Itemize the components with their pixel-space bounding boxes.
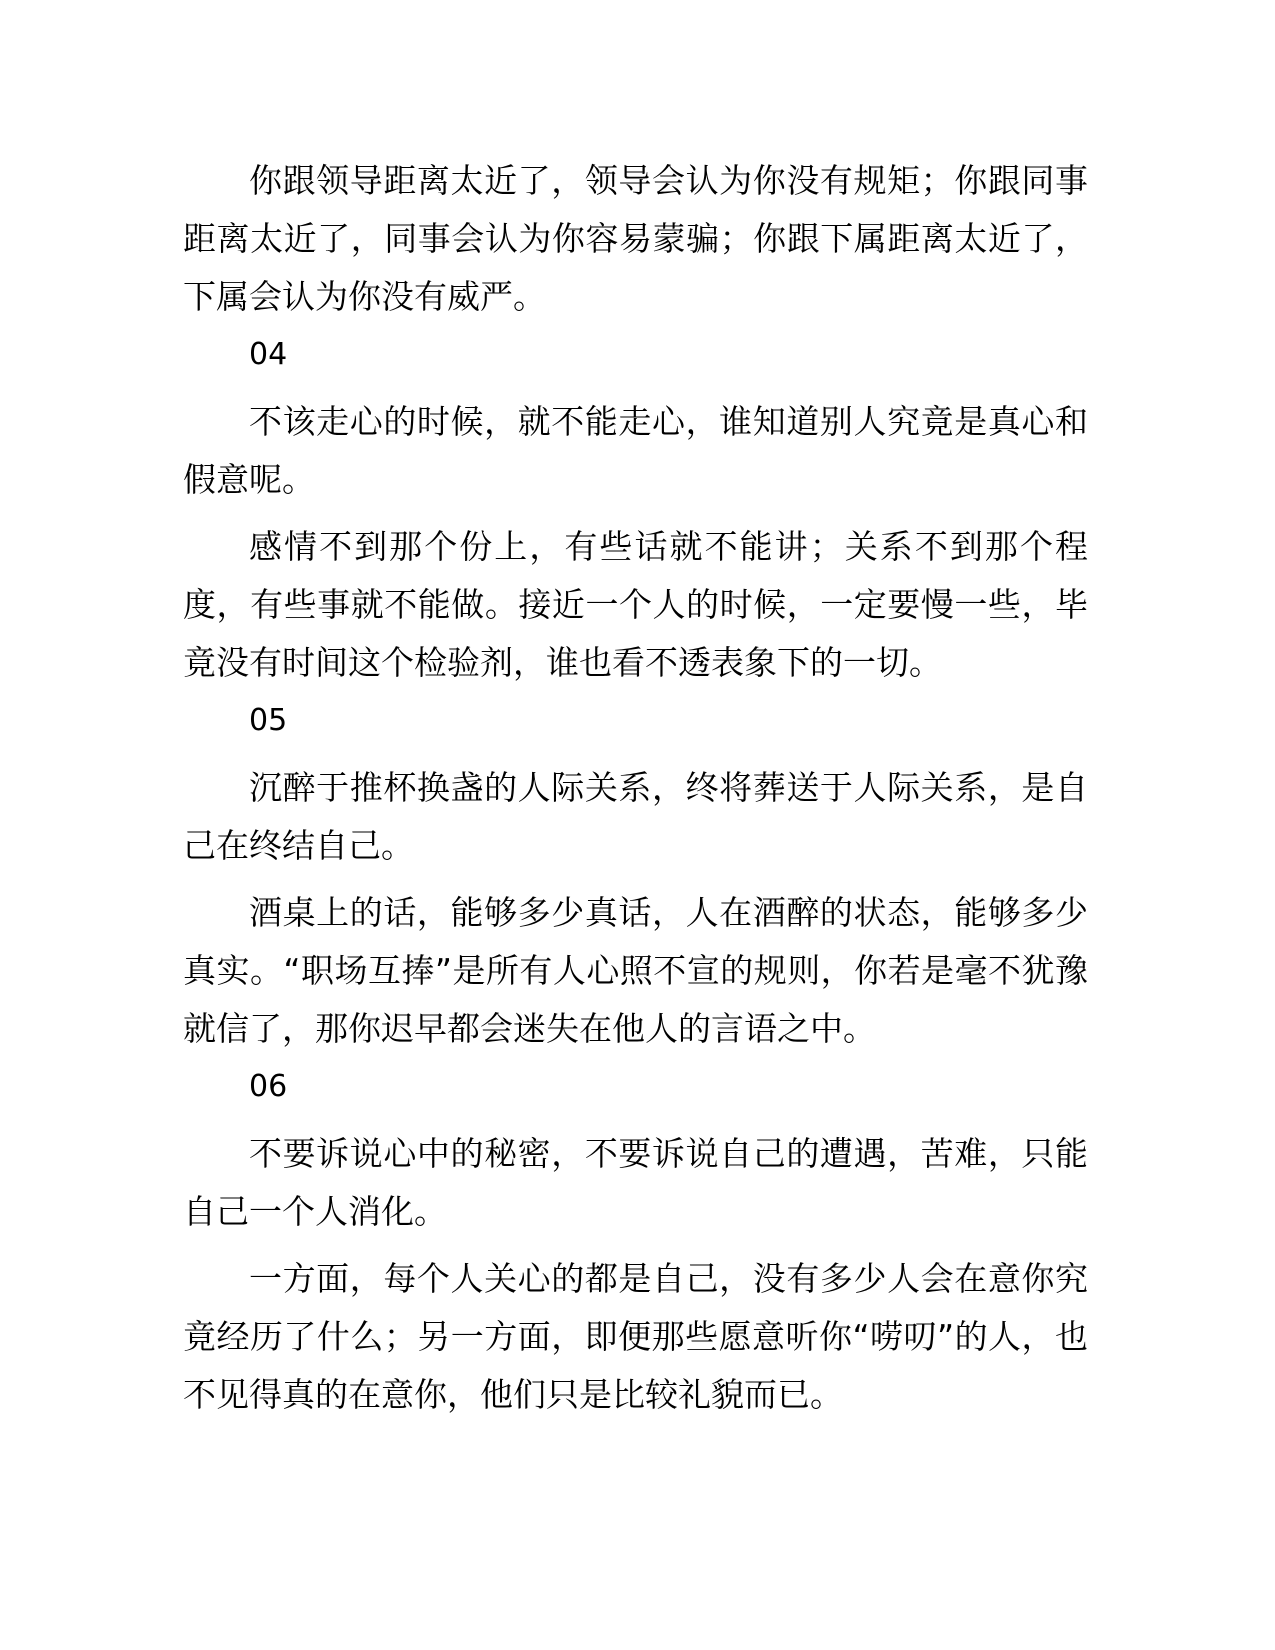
paragraph: 你跟领导距离太近了，领导会认为你没有规矩；你跟同事距离太近了，同事会认为你容易蒙骗；你跟下属距离太近了，下属会认为你没有威严。	[183, 161, 1088, 316]
document-page	[183, 152, 1088, 1552]
paragraph: 一方面，每个人关心的都是自己，没有多少人会在意你究竟经历了什么；另一方面，即便那些愿意听你“唠叨”的人，也不见得真的在意你，他们只是比较礼貌而已。	[183, 1259, 1088, 1414]
paragraph: 不该走心的时候，就不能走心，谁知道别人究竟是真心和假意呢。	[183, 402, 1088, 499]
section-number: 04	[249, 337, 288, 372]
paragraph: 酒桌上的话，能够多少真话，人在酒醉的状态，能够多少真实。“职场互捧”是所有人心照不宣的规则，你若是毫不犹豫就信了，那你迟早都会迷失在他人的言语之中。	[183, 893, 1088, 1048]
section-number: 05	[249, 703, 288, 738]
section-number: 06	[249, 1069, 288, 1104]
paragraph: 不要诉说心中的秘密，不要诉说自己的遭遇，苦难，只能自己一个人消化。	[183, 1134, 1088, 1231]
paragraph: 沉醉于推杯换盏的人际关系，终将葬送于人际关系，是自己在终结自己。	[183, 768, 1088, 865]
paragraph: 感情不到那个份上，有些话就不能讲；关系不到那个程度，有些事就不能做。接近一个人的时候，一定要慢一些，毕竟没有时间这个检验剂，谁也看不透表象下的一切。	[183, 527, 1088, 682]
